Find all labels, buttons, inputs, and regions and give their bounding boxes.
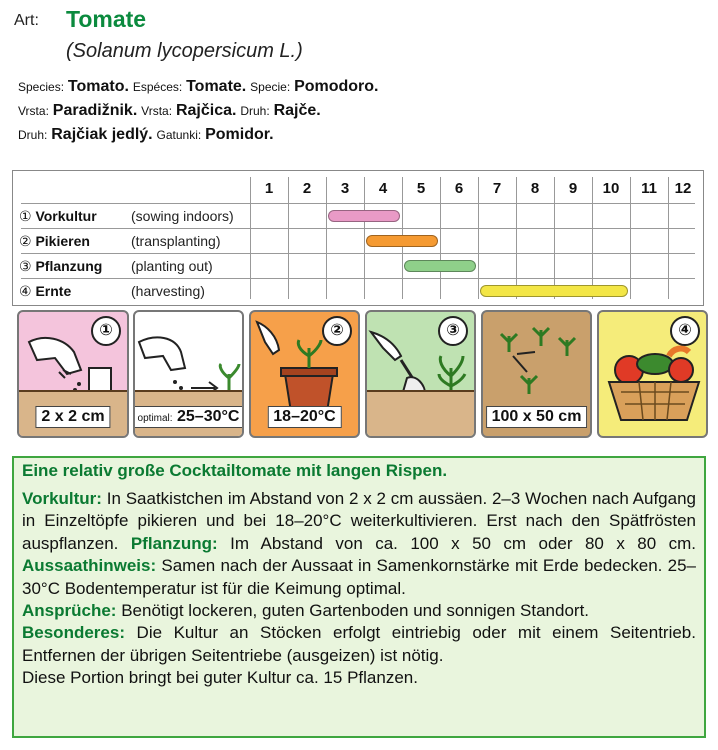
aussaat-text: Samen nach der Aussaat in Samenkornstärke mit Erde bedecken. 25–30°C Bodentemperatur ist für die Keimung optimal.: [22, 556, 696, 598]
step-number: ②: [19, 233, 32, 249]
translation-name: Rajče.: [273, 102, 321, 119]
month-header: 2: [302, 180, 312, 197]
section-label-pflanzung: Pflanzung:: [130, 533, 218, 553]
step-english: (harvesting): [131, 283, 205, 299]
step-name: Ernte: [35, 283, 72, 299]
calendar-row-label: [19, 279, 205, 303]
translation-language-label: Gatunki:: [156, 128, 202, 142]
translation-language-label: Druh:: [18, 128, 48, 142]
step-number-badge: ①: [91, 316, 121, 346]
period-bar-sowing: [328, 210, 400, 222]
optimal-label: optimal:: [137, 413, 173, 424]
translation-line: [18, 126, 274, 144]
section-label-ansprueche: Ansprüche:: [22, 601, 117, 621]
calendar-row-label: [19, 254, 213, 278]
step-number: ④: [19, 283, 32, 299]
translation-language-label: Vrsta:: [141, 104, 173, 118]
calendar-row-label: [19, 229, 221, 253]
month-header: 10: [602, 180, 620, 197]
translation-line: [18, 78, 379, 96]
pflanzung-text: Im Abstand von ca. 100 x 50 cm oder 80 x 80 cm.: [217, 533, 696, 553]
step-number-badge: ③: [438, 316, 468, 346]
month-header: 12: [674, 180, 692, 197]
section-label-vorkultur: Vorkultur:: [22, 489, 102, 508]
month-header: 4: [378, 180, 388, 197]
panel-spacing: [481, 310, 592, 438]
step-name: Pflanzung: [35, 258, 103, 274]
portion-text: Diese Portion bringt bei guter Kultur ca. 15 Pflanzen.: [22, 668, 418, 688]
ansprueche-text: Benötigt lockeren, guten Gartenboden und sonnigen Standort.: [116, 601, 590, 621]
special-notes-text: [22, 622, 696, 667]
month-header: 11: [641, 180, 657, 197]
spacing-caption: 100 x 50 cm: [486, 406, 588, 428]
period-bar-harvesting: [480, 285, 628, 297]
translation-language-label: Vrsta:: [18, 104, 49, 118]
spacing-caption: 2 x 2 cm: [35, 406, 110, 428]
cultivation-info-box: [12, 456, 706, 738]
step-english: (planting out): [131, 258, 213, 274]
month-header: 8: [530, 180, 540, 197]
panel-sowing: [17, 310, 129, 438]
translation-name: Tomato.: [67, 78, 129, 95]
month-header: 3: [340, 180, 350, 197]
translation-name: Rajčiak jedlý.: [51, 126, 153, 143]
temperature-caption: [133, 406, 244, 428]
step-english: (sowing indoors): [131, 208, 234, 224]
section-label-besonderes: Besonderes:: [22, 623, 125, 643]
translation-language-label: Specie:: [250, 80, 291, 94]
panel-planting-out: [365, 310, 476, 438]
translation-language-label: Druh:: [240, 104, 270, 118]
requirements-text: [22, 600, 696, 622]
translation-name: Pomidor.: [205, 126, 274, 143]
variety-description: Eine relativ große Cocktailtomate mit langen Rispen.: [22, 461, 448, 480]
month-header: 5: [416, 180, 426, 197]
calendar-row-label: [19, 204, 234, 228]
art-label: Art:: [14, 12, 39, 29]
step-number-badge: ④: [670, 316, 700, 346]
translation-name: Pomodoro.: [294, 78, 379, 95]
translation-language-label: Espéces:: [132, 80, 183, 94]
panel-harvest: [597, 310, 708, 438]
period-bar-planting-out: [404, 260, 476, 272]
panel-germination: [133, 310, 244, 438]
month-header: 7: [492, 180, 502, 197]
translation-line: [18, 102, 321, 120]
month-header: 6: [454, 180, 464, 197]
translation-name: Rajčica.: [175, 102, 237, 119]
sowing-calendar: [12, 170, 704, 306]
latin-name: (Solanum lycopersicum L.): [66, 40, 303, 62]
step-number: ③: [19, 258, 32, 274]
vorkultur-text: In Saatkistchen im Abstand von 2 x 2 cm aussäen. 2–3 Wochen nach Aufgang in Einzeltöpfe pikieren und bei 18–20°C weiterkultivieren. Erst nach den Spätfrösten auspflanzen.: [22, 489, 696, 553]
section-label-aussaathinweis: Aussaathinweis:: [22, 556, 157, 576]
translation-name: Tomate.: [186, 78, 247, 95]
besonderes-text: Die Kultur an Stöcken erfolgt eintriebig oder mit einem Seitentrieb. Entfernen der übrigen Seitentriebe (ausgeizen) ist nötig.: [22, 623, 696, 665]
common-name: Tomate: [66, 6, 147, 32]
translation-language-label: Species:: [18, 80, 65, 94]
step-name: Vorkultur: [35, 208, 97, 224]
cultivation-text: [22, 488, 696, 600]
temperature-caption: 18–20°C: [267, 406, 341, 428]
temperature-value: 25–30°C: [177, 408, 240, 425]
translation-name: Paradižnik.: [52, 102, 138, 119]
step-number-badge: ②: [322, 316, 352, 346]
month-header: 9: [568, 180, 578, 197]
month-header: 1: [264, 180, 274, 197]
panel-transplanting: [249, 310, 360, 438]
period-bar-transplanting: [366, 235, 438, 247]
step-english: (transplanting): [131, 233, 221, 249]
step-name: Pikieren: [35, 233, 90, 249]
step-number: ①: [19, 208, 32, 224]
